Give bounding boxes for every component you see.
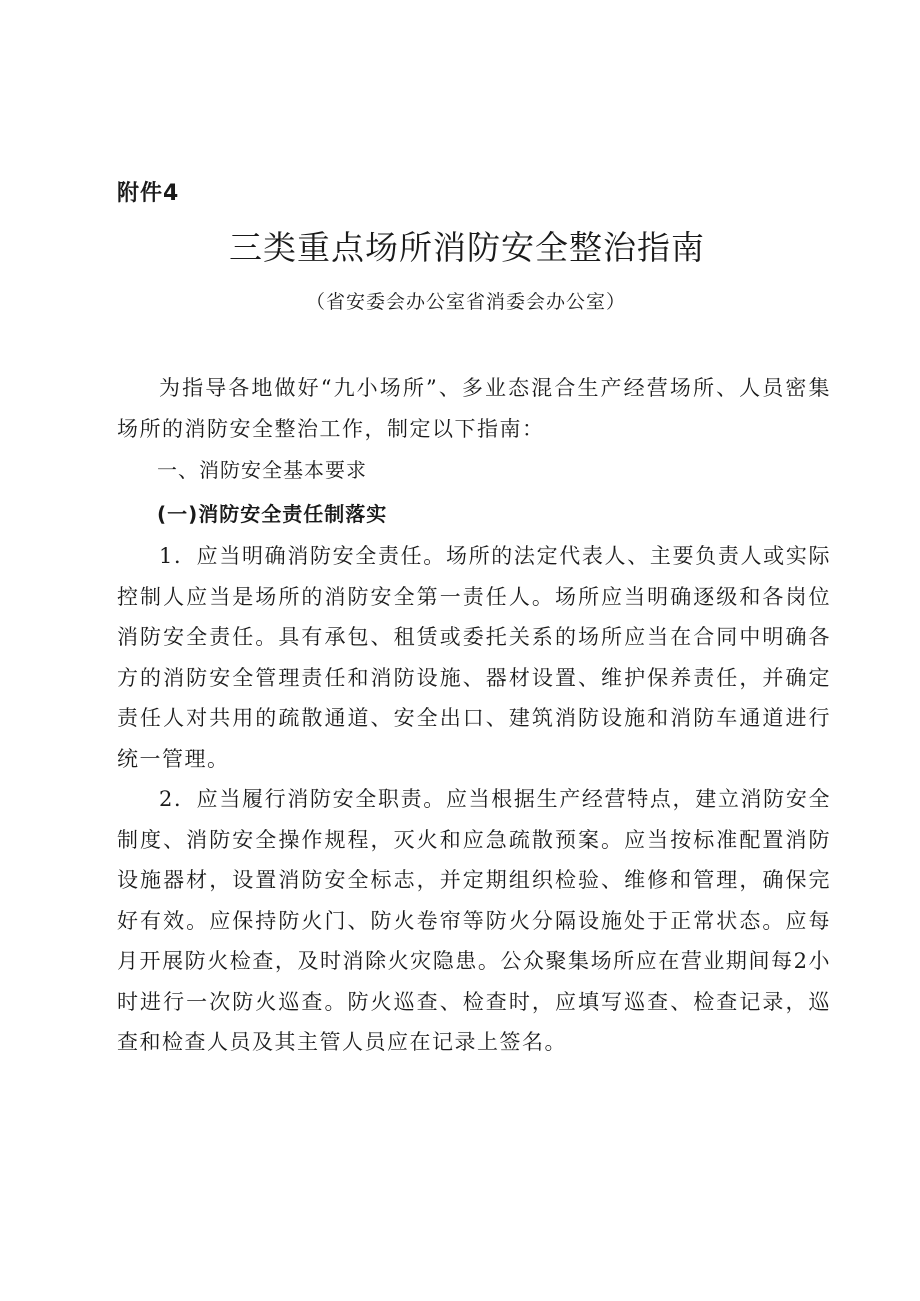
document-body bbox=[117, 368, 831, 1063]
section-heading: 一、消防安全基本要求 bbox=[157, 458, 367, 482]
document-title: 三类重点场所消防安全整治指南 bbox=[229, 228, 705, 267]
document-issuer: （省安委会办公室省消委会办公室） bbox=[305, 291, 626, 313]
subsection-heading: (一)消防安全责任制落实 bbox=[157, 501, 388, 526]
paragraph-1: 1．应当明确消防安全责任。场所的法定代表人、主要负责人或实际控制人应当是场所的消防安全第一责任人。场所应当明确逐级和各岗位消防安全责任。具有承包、租赁或委托关系的场所应当在合同中明确各方的消防安全管理责任和消防设施、器材设置、维护保养责任，并确定责任人对共用的疏散通道、安全出口、建筑消防设施和消防车通道进行统一管理。 bbox=[117, 544, 831, 771]
paragraph-2: 2．应当履行消防安全职责。应当根据生产经营特点，建立消防安全制度、消防安全操作规程，灭火和应急疏散预案。应当按标准配置消防设施器材，设置消防安全标志，并定期组织检验、维修和管理，确保完好有效。应保持防火门、防火卷帘等防火分隔设施处于正常状态。应每月开展防火检查，及时消除火灾隐患。公众聚集场所应在营业期间每2小时进行一次防火巡查。防火巡查、检查时，应填写巡查、检查记录，巡查和检查人员及其主管人员应在记录上签名。 bbox=[117, 787, 831, 1054]
intro-paragraph: 为指导各地做好“九小场所”、多业态混合生产经营场所、人员密集场所的消防安全整治工作，制定以下指南： bbox=[117, 376, 831, 441]
attachment-label: 附件4 bbox=[117, 181, 180, 206]
